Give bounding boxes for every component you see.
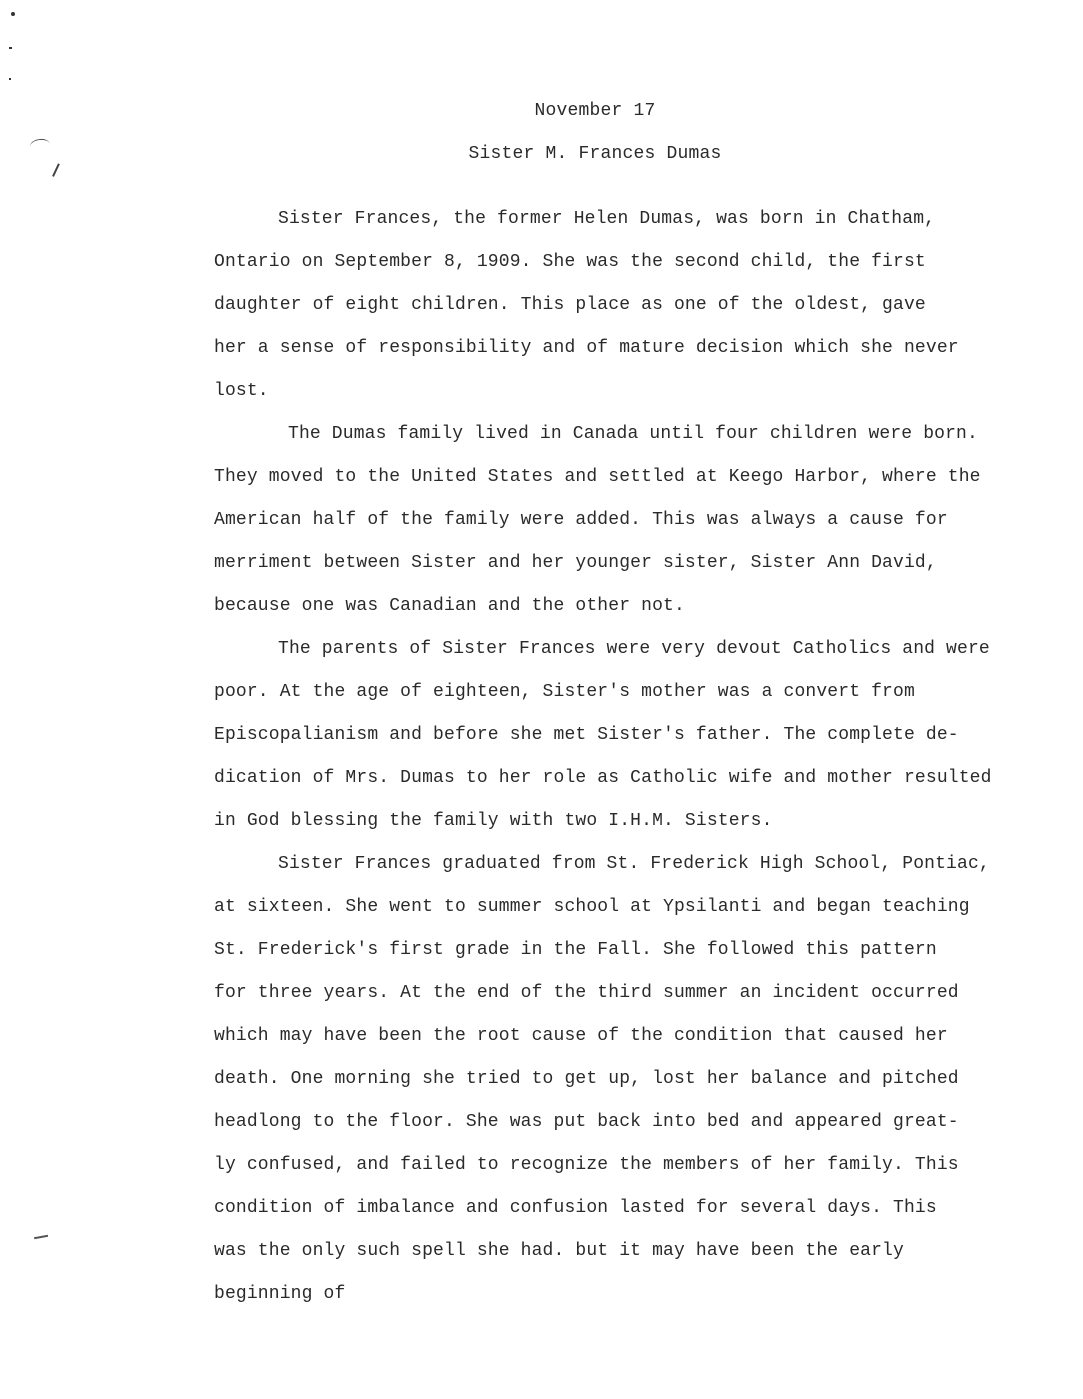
text-line: which may have been the root cause of the condition that caused her bbox=[214, 1026, 948, 1046]
text-line: Episcopalianism and before she met Sister's father. The complete de- bbox=[214, 725, 959, 745]
margin-mark bbox=[11, 12, 15, 16]
text-line: St. Frederick's first grade in the Fall. She followed this pattern bbox=[214, 940, 937, 960]
text-line: beginning of bbox=[214, 1284, 346, 1304]
text-line: because one was Canadian and the other not. bbox=[214, 596, 685, 616]
margin-mark bbox=[34, 1235, 48, 1239]
text-line: Sister Frances, the former Helen Dumas, was born in Chatham, bbox=[278, 209, 936, 229]
margin-mark bbox=[9, 47, 12, 49]
text-line: daughter of eight children. This place as one of the oldest, gave bbox=[214, 295, 926, 315]
text-line: lost. bbox=[214, 381, 269, 401]
text-line: death. One morning she tried to get up, lost her balance and pitched bbox=[214, 1069, 959, 1089]
text-line: dication of Mrs. Dumas to her role as Catholic wife and mother resulted bbox=[214, 768, 992, 788]
text-line: ly confused, and failed to recognize the members of her family. This bbox=[214, 1155, 959, 1175]
text-line: in God blessing the family with two I.H.M. Sisters. bbox=[214, 811, 773, 831]
margin-mark bbox=[9, 78, 11, 80]
text-line: her a sense of responsibility and of mature decision which she never bbox=[214, 338, 959, 358]
text-line: Sister Frances graduated from St. Frederick High School, Pontiac, bbox=[278, 854, 990, 874]
text-line: They moved to the United States and settled at Keego Harbor, where the bbox=[214, 467, 981, 487]
text-line: poor. At the age of eighteen, Sister's mother was a convert from bbox=[214, 682, 915, 702]
margin-mark bbox=[52, 163, 59, 176]
text-line: for three years. At the end of the third summer an incident occurred bbox=[214, 983, 959, 1003]
text-line: at sixteen. She went to summer school at Ypsilanti and began teaching bbox=[214, 897, 970, 917]
text-line: Ontario on September 8, 1909. She was the second child, the first bbox=[214, 252, 926, 272]
text-line: was the only such spell she had. but it may have been the early bbox=[214, 1241, 904, 1261]
text-line: condition of imbalance and confusion lasted for several days. This bbox=[214, 1198, 937, 1218]
text-line: headlong to the floor. She was put back into bed and appeared great- bbox=[214, 1112, 959, 1132]
text-line: American half of the family were added. This was always a cause for bbox=[214, 510, 948, 530]
body-text bbox=[214, 207, 994, 1325]
text-line: merriment between Sister and her younger sister, Sister Ann David, bbox=[214, 553, 937, 573]
name-heading: Sister M. Frances Dumas bbox=[468, 144, 722, 164]
date-heading: November 17 bbox=[534, 101, 656, 121]
text-line: The Dumas family lived in Canada until four children were born. bbox=[288, 424, 978, 444]
text-line: The parents of Sister Frances were very devout Catholics and were bbox=[278, 639, 990, 659]
